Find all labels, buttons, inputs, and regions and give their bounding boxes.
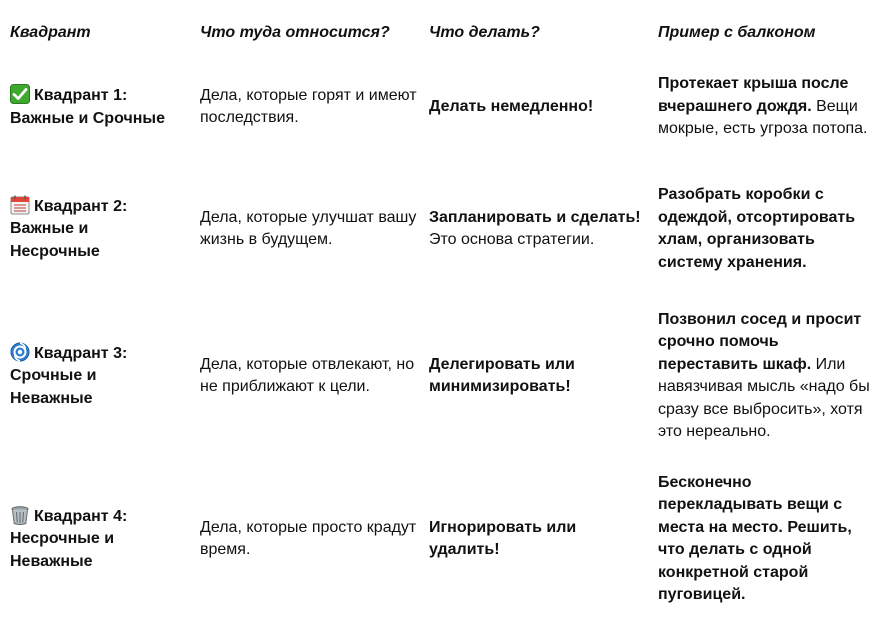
example-cell: [652, 48, 882, 166]
what-cell: [194, 166, 423, 292]
example-cell: [652, 460, 882, 618]
example-normal-text: Или навязчивая мысль «надо бы сразу все выбросить», хотя это нереально.: [658, 355, 870, 440]
header-row: [4, 18, 882, 48]
example-bold-text: Позвонил сосед и просит срочно помочь переставить шкаф.: [658, 310, 862, 373]
quadrant-title-line2: Важные и: [10, 220, 89, 238]
what-cell: [194, 292, 423, 460]
calendar-icon: [10, 195, 30, 215]
example-cell: [652, 292, 882, 460]
example-normal-text: Вещи мокрые, есть угроза потопа.: [658, 97, 868, 138]
example-bold-text: Протекает крыша после вчерашнего дождя.: [658, 75, 849, 115]
quadrant-cell: [4, 48, 194, 166]
what-cell: [194, 48, 423, 166]
header-example: Пример с балконом: [658, 24, 816, 41]
quadrant-title-line3: Несрочные: [10, 242, 100, 260]
quadrant-title-line1: Квадрант 1:: [34, 87, 128, 104]
what-text: Дела, которые улучшат вашу жизнь в будущем.: [200, 208, 417, 248]
todo-cell: [423, 48, 652, 166]
what-text: Дела, которые просто крадут время.: [200, 518, 417, 558]
table-row: [4, 48, 882, 166]
todo-bold-text: Делать немедленно!: [429, 97, 594, 115]
todo-bold-text: Игнорировать или удалить!: [429, 518, 577, 558]
table-row: [4, 460, 882, 618]
todo-cell: [423, 166, 652, 292]
eisenhower-matrix-table: [4, 18, 882, 618]
quadrant-title-line1: Квадрант 4:: [34, 507, 128, 525]
cyclone-icon: [10, 342, 30, 362]
check-mark-icon: [10, 84, 30, 104]
header-todo: Что делать?: [429, 24, 540, 41]
trash-can-icon: [10, 505, 30, 525]
quadrant-cell: [4, 292, 194, 460]
todo-bold-text: Запланировать и сделать!: [429, 208, 641, 226]
example-bold-text: Бесконечно перекладывать вещи с места на место. Решить, что делать с одной конкретной старой пуговицей.: [658, 473, 852, 603]
todo-bold-text: Делегировать или минимизировать!: [429, 355, 575, 395]
quadrant-cell: [4, 166, 194, 292]
quadrant-title-line2: Несрочные и: [10, 530, 115, 548]
quadrant-title-line2: Срочные и: [10, 367, 97, 385]
quadrant-title-line1: Квадрант 3:: [34, 344, 128, 362]
table-row: [4, 166, 882, 292]
quadrant-title-line3: Неважные: [10, 389, 93, 407]
what-text: Дела, которые горят и имеют последствия.: [200, 86, 417, 126]
todo-normal-text: Это основа стратегии.: [429, 231, 595, 248]
quadrant-title-line2: Важные и Срочные: [10, 109, 165, 127]
example-cell: [652, 166, 882, 292]
example-bold-text: Разобрать коробки с одеждой, отсортировать хлам, организовать систему хранения.: [658, 186, 856, 271]
quadrant-title-line1: Квадрант 2:: [34, 197, 128, 215]
header-quadrant: Квадрант: [10, 24, 91, 41]
todo-cell: [423, 460, 652, 618]
quadrant-title-line3: Неважные: [10, 552, 93, 570]
todo-cell: [423, 292, 652, 460]
what-text: Дела, которые отвлекают, но не приближают к цели.: [200, 355, 415, 395]
what-cell: [194, 460, 423, 618]
table-row: [4, 292, 882, 460]
header-what: Что туда относится?: [200, 24, 390, 41]
quadrant-cell: [4, 460, 194, 618]
